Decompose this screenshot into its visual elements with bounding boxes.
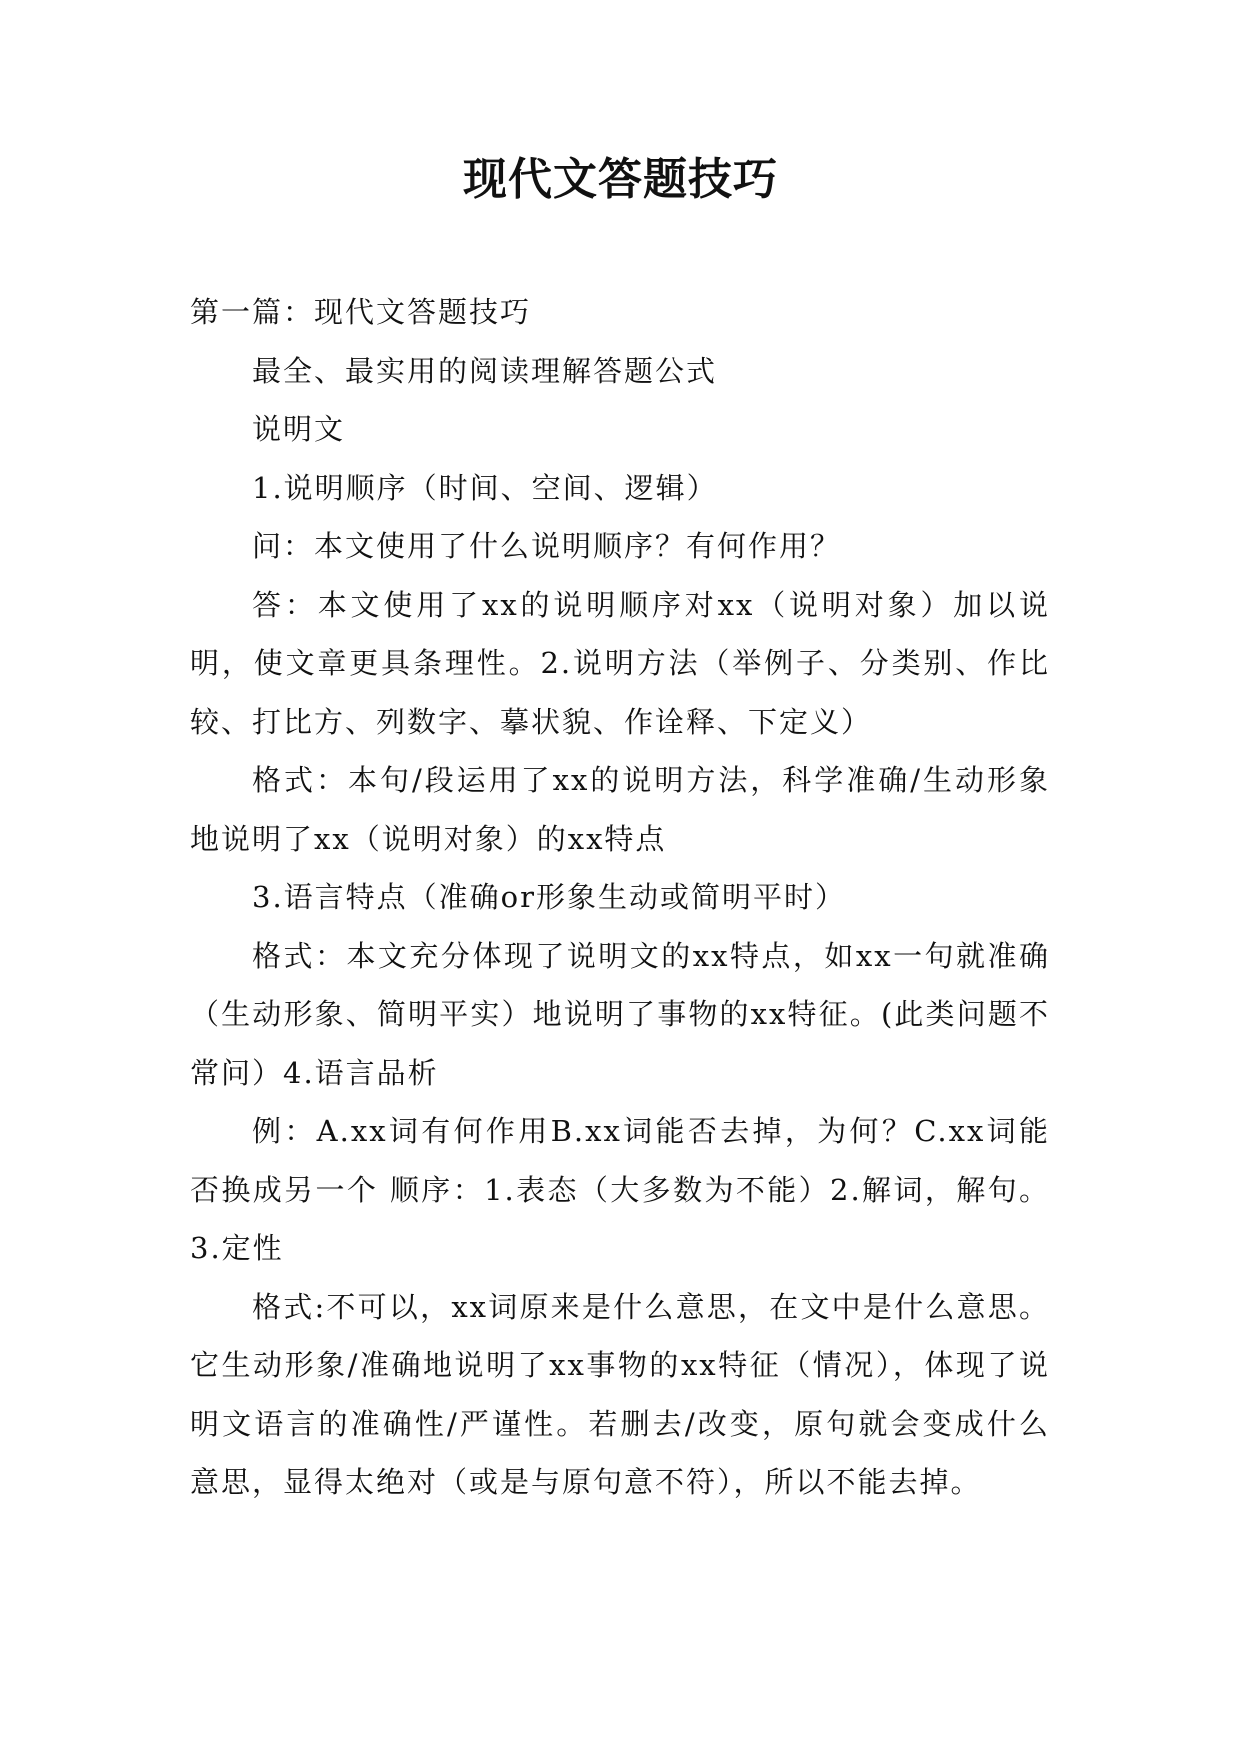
paragraph: 说明文 bbox=[252, 412, 346, 446]
paragraph: 格式：本句/段运用了xx的说明方法，科学准确/生动形象地说明了xx（说明对象）的xx特点 bbox=[190, 763, 1050, 856]
paragraph: 最全、最实用的阅读理解答题公式 bbox=[252, 353, 718, 388]
paragraph: 格式：本文充分体现了说明文的xx特点，如xx一句就准确（生动形象、简明平实）地说明了事物的xx特征。(此类问题不常问）4.语言品析 bbox=[190, 938, 1050, 1090]
paragraph: 1.说明顺序（时间、空间、逻辑） bbox=[252, 470, 718, 505]
paragraph: 答：本文使用了xx的说明顺序对xx（说明对象）加以说明，使文章更具条理性。2.说明方法（举例子、分类别、作比较、打比方、列数字、摹状貌、作诠释、下定义） bbox=[190, 587, 1050, 739]
paragraph: 格式:不可以，xx词原来是什么意思，在文中是什么意思。它生动形象/准确地说明了xx事物的xx特征（情况），体现了说明文语言的准确性/严谨性。若删去/改变，原句就会变成什么意思，显得太绝对（或是与原句意不符），所以不能去掉。 bbox=[190, 1289, 1050, 1499]
paragraph: 问：本文使用了什么说明顺序？有何作用？ bbox=[252, 529, 842, 563]
page-title: 现代文答题技巧 bbox=[463, 154, 778, 205]
paragraph: 例：A.xx词有何作用B.xx词能否去掉，为何？C.xx词能否换成另一个 顺序：1.表态（大多数为不能）2.解词，解句。3.定性 bbox=[190, 1114, 1050, 1265]
paragraph: 3.语言特点（准确or形象生动或简明平时） bbox=[252, 880, 846, 914]
section-heading: 第一篇：现代文答题技巧 bbox=[190, 295, 532, 329]
document-body bbox=[190, 283, 1050, 1512]
